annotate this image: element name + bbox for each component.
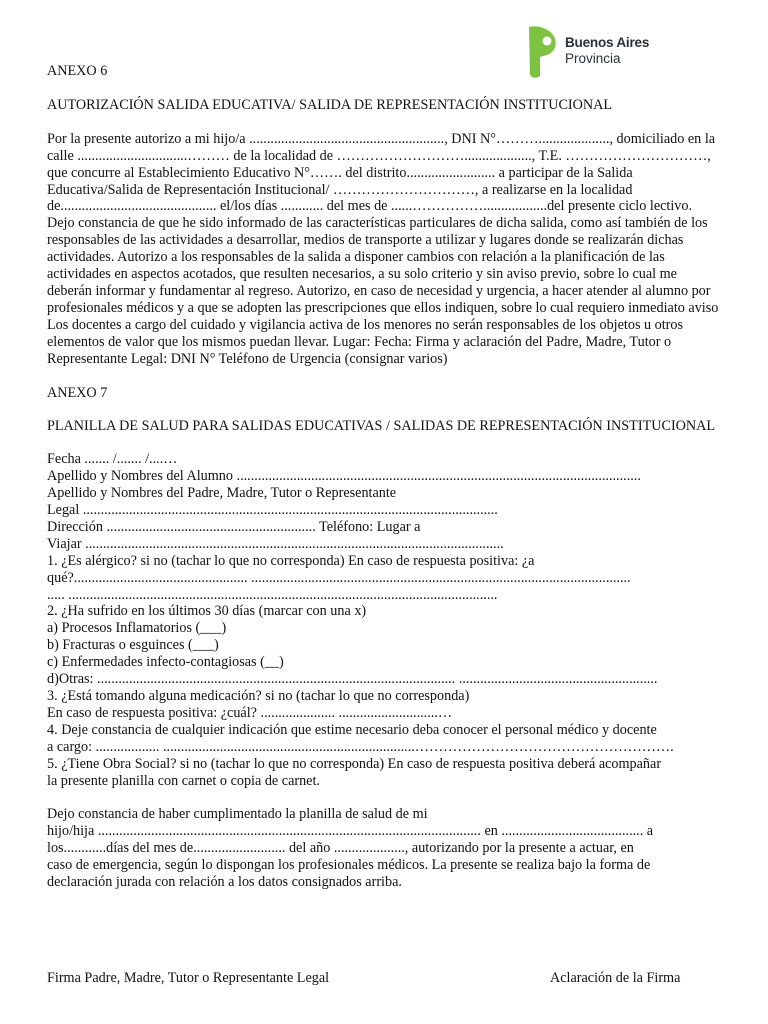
form-line: Apellido y Nombres del Padre, Madre, Tutor o Representante <box>47 485 397 502</box>
form-line: a cargo: .................. .......................................................................………………………………………………. <box>47 738 674 755</box>
anexo-7-heading: ANEXO 7 <box>47 384 108 401</box>
form-line: ..... ......................................................................................................................... <box>47 586 498 603</box>
form-line: Fecha ....... /....... /....… <box>47 451 178 468</box>
form-line: 2. ¿Ha sufrido en los últimos 30 días (marcar con una x) <box>47 603 367 620</box>
declaration-line: los............días del mes de.......................... del año ...................., autorizando por la presente a actuar, en <box>47 840 634 857</box>
anexo-6-heading: ANEXO 6 <box>47 63 108 79</box>
form-line: Dirección ........................................................... Teléfono: Lugar a <box>47 518 421 535</box>
declaration-line: hijo/hija ............................................................................................................ en ........................................ a <box>47 823 654 840</box>
declaration-line: caso de emergencia, según lo dispongan los profesionales médicos. La presente se realiza bajo la forma de <box>47 857 651 874</box>
form-line: d)Otras: ..................................................................................................... ........................................................ <box>47 671 658 688</box>
form-line: 3. ¿Está tomando alguna medicación? si no (tachar lo que no corresponda) <box>47 688 470 704</box>
declaration-paragraph <box>47 806 722 891</box>
anexo-6-title: AUTORIZACIÓN SALIDA EDUCATIVA/ SALIDA DE REPRESENTACIÓN INSTITUCIONAL <box>47 96 613 113</box>
anexo-7-title: PLANILLA DE SALUD PARA SALIDAS EDUCATIVAS / SALIDAS DE REPRESENTACIÓN INSTITUCIONAL <box>47 418 716 435</box>
logo-line-1: Buenos Aires <box>565 35 650 50</box>
form-line: la presente planilla con carnet o copia de carnet. <box>47 772 320 789</box>
form-line: Legal ..................................................................................................................... <box>47 502 498 519</box>
declaration-line: declaración jurada con relación a los datos consignados arriba. <box>47 874 402 891</box>
form-line: 5. ¿Tiene Obra Social? si no (tachar lo que no corresponda) En caso de respuesta positiva deberá acompañar <box>47 755 662 772</box>
form-line: c) Enfermedades infecto-contagiosas (__) <box>47 654 284 671</box>
document-body <box>47 63 722 891</box>
form-line: a) Procesos Inflamatorios (___) <box>47 620 227 637</box>
form-line: Viajar ...................................................................................................................... <box>47 535 504 552</box>
form-line: 4. Deje constancia de cualquier indicación que estime necesario deba conocer el personal médico y docente <box>47 721 657 738</box>
form-line: En caso de respuesta positiva: ¿cuál? ..................... ............................… <box>47 704 453 721</box>
form-line: Apellido y Nombres del Alumno .................................................................................................................. <box>47 468 641 485</box>
form-line: qué?................................................. ........................................................................................................... <box>47 569 631 586</box>
health-form-fields <box>47 451 722 789</box>
declaration-line: Dejo constancia de haber cumplimentado la planilla de salud de mi <box>47 806 428 823</box>
anexo-6-authorization-text: Por la presente autorizo a mi hijo/a ......................................................., DNI N°………...................., domiciliado en la calle ...............................……… de la localidad de ………………………..................., T.E. …………………………, que concurre al Establecimiento Educativo N°……. del distrito......................... a participar de la Salida Educativa/Salida de Representación Institucional/ …………………………, a realizarse en la localidad de............................................ el/los días ............ del mes de ......……………..................del presente ciclo lectivo. Dejo constancia de que he sido informado de las características particulares de dicha salida, como así también de los responsables de las actividades a desarrollar, medios de transporte a utilizar y lugares donde se realizarán dichas actividades. Autorizo a los responsables de la salida a disponer cambios con relación a la planificación de las actividades en aspectos acotados, que resulten necesarios, a su solo criterio y sin aviso previo, sobre lo cual me deberán informar y fundamentar al regreso. Autorizo, en caso de necesidad y urgencia, a hacer atender al alumno por profesionales médicos y a que se adopten las prescripciones que ellos indiquen, sobre lo cual requiero inmediato aviso Los docentes a cargo del cuidado y vigilancia activa de los menores no serán responsables de los objetos u otros elementos de valor que los mismos puedan llevar. Lugar: Fecha: Firma y aclaración del Padre, Madre, Tutor o Representante Legal: DNI N° Teléfono de Urgencia (consignar varios) <box>47 130 719 367</box>
signature-clarification-label: Aclaración de la Firma <box>550 970 681 986</box>
logo-line-2: Provincia <box>565 51 621 66</box>
form-line: 1. ¿Es alérgico? si no (tachar lo que no corresponda) En caso de respuesta positiva: ¿a <box>47 552 535 569</box>
parent-signature-label: Firma Padre, Madre, Tutor o Representante Legal <box>47 970 330 986</box>
form-line: b) Fracturas o esguinces (___) <box>47 637 219 654</box>
